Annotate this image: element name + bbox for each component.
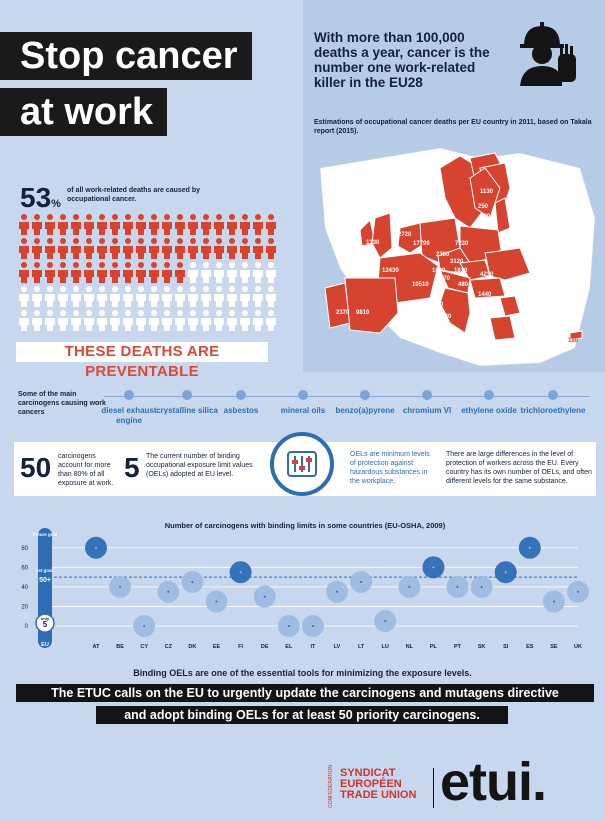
map-label: 490 [480,214,491,220]
dot-icon [422,390,432,400]
person-icon [162,214,172,235]
dot-icon [298,390,308,400]
map-label: 2270 [430,302,444,308]
x-tick-label: AT [92,644,100,650]
carcinogen-name: mineral oils [280,406,326,415]
x-tick-label: PT [453,644,462,650]
person-icon [149,310,159,331]
data-point-center [216,601,218,603]
person-icon [266,238,276,259]
chart-title: Number of carcinogens with binding limits in some countries (EU-OSHA, 2009) [164,521,446,530]
person-icon [266,214,276,235]
x-tick-label: NL [405,644,413,650]
dot-icon [182,390,192,400]
data-point-center [143,625,145,627]
x-tick-label: LU [381,644,389,650]
data-point-center [481,586,483,588]
x-tick-label: LV [333,644,341,650]
oel-chart [10,518,600,658]
carcinogen-item [454,390,524,416]
person-icon [19,214,29,235]
person-icon [214,214,224,235]
person-icon [201,262,211,283]
person-icon [175,286,185,307]
person-icon [149,262,159,283]
person-icon [227,286,237,307]
person-icon [123,310,133,331]
only-value: 5 [42,620,48,630]
carcinogens-label: Some of the main carcinogens causing work cancers [18,391,106,416]
person-icon [188,238,198,259]
person-icon [97,286,107,307]
map-label: 10510 [412,282,429,288]
person-icon [266,286,276,307]
person-icon [45,238,55,259]
person-icon [175,214,185,235]
person-icon [45,262,55,283]
x-tick-label: ES [526,644,534,650]
person-icon [58,238,68,259]
person-icon [58,310,68,331]
carcinogen-item [268,390,338,416]
map-label: 1440 [478,292,492,298]
person-icon [214,286,224,307]
map-label: 3120 [450,259,464,265]
person-icon [253,286,263,307]
dot-icon [548,390,558,400]
person-icon [136,262,146,283]
person-icon [162,262,172,283]
x-tick-label: PL [429,644,437,650]
x-tick-label: FI [238,644,244,650]
person-icon [71,286,81,307]
person-icon [149,286,159,307]
map-label: 17790 [413,241,430,247]
person-icon [253,238,263,259]
x-tick-label: SE [550,644,558,650]
map-label: 2100 [432,206,446,212]
person-icon [58,214,68,235]
map-label: 4230 [480,272,494,278]
data-point-center [408,586,410,588]
data-point-center [457,586,459,588]
person-icon [84,310,94,331]
data-point-center [119,586,121,588]
only-label: only [40,616,50,622]
future-goal-label: Future goal [32,532,58,537]
map-label: 2720 [398,232,412,238]
map-label: 2360 [436,252,450,258]
person-icon [32,262,42,283]
data-point-center [384,620,386,622]
dot-icon [236,390,246,400]
person-icon [253,262,263,283]
person-icon [97,262,107,283]
person-icon [188,310,198,331]
person-icon [149,238,159,259]
person-icon [214,262,224,283]
data-point-center [577,591,579,593]
x-tick-label: UK [574,644,582,650]
map-label: 670 [440,276,451,282]
carcinogen-name: trichloroethylene [520,406,586,415]
map-label: 1810 [454,268,468,274]
stat-unit: % [51,198,61,210]
person-icon [188,262,198,283]
stat-text: of all work-related deaths are caused by occupational cancer. [67,187,201,203]
person-icon [149,214,159,235]
x-tick-label: IT [310,644,316,650]
person-icon [227,262,237,283]
x-tick-label: LT [357,644,365,650]
person-icon [136,310,146,331]
data-point-center [240,571,242,573]
x-tick-label: BE [116,644,124,650]
y-tick-label: 60 [21,565,28,572]
person-icon [162,238,172,259]
person-icon [175,310,185,331]
person-icon [266,310,276,331]
person-icon [32,238,42,259]
oel-text: OELs are minimum levels of protection against hazardous substances in the workplace. [350,451,430,485]
stat-percent [20,182,61,214]
person-icon [188,286,198,307]
person-icon [162,310,172,331]
map-caption: Estimations of occupational cancer deaths per EU country in 2011, based on Takala report (2015). [314,119,592,135]
person-icon [84,262,94,283]
oel-icon [270,432,334,496]
x-tick-label: SI [503,644,509,650]
person-icon [84,214,94,235]
person-icon [45,286,55,307]
x-tick-label: DK [188,644,197,650]
dot-icon [484,390,494,400]
data-point-center [167,591,169,593]
etui-logo: etui. [440,752,547,812]
person-icon [110,214,120,235]
person-icon [97,310,107,331]
person-icon [19,286,29,307]
person-icon [240,286,250,307]
y-tick-label: 40 [21,584,28,591]
x-tick-label: CZ [164,644,172,650]
person-icon [227,238,237,259]
map-label: 7230 [455,241,469,247]
map-label: 480 [458,282,469,288]
carcinogen-item [330,390,400,416]
person-icon [123,214,133,235]
logo-divider [433,768,434,808]
person-icon [240,310,250,331]
map-label: 12430 [382,268,399,274]
worker-stop-icon [510,18,580,88]
person-icon [110,310,120,331]
person-icon [58,262,68,283]
data-point-center [264,596,266,598]
x-tick-label: EE [212,644,221,650]
person-icon [45,310,55,331]
person-icon [19,310,29,331]
carcinogen-name: ethylene oxide [461,406,517,415]
person-icon [19,262,29,283]
title-line-2: at work [0,88,167,136]
carcinogen-name: asbestos [223,406,259,415]
person-icon [19,238,29,259]
map-label: 690 [472,224,483,230]
x-tick-label: CY [140,644,149,650]
carcinogen-name: diesel exhaust engine [101,406,157,425]
data-point-center [505,571,507,573]
person-icon [123,286,133,307]
x-tick-label: DE [260,644,269,650]
headline: With more than 100,000 deaths a year, cancer is the number one work-related killer in the EU28 [314,30,490,90]
map-label: 1330 [366,240,380,246]
five-text: The current number of binding occupational exposure limit values (OELs) adopted at EU level. [146,453,253,478]
person-icon [97,238,107,259]
data-point-center [336,591,338,593]
y-tick-label: 20 [21,604,28,611]
person-icon [214,238,224,259]
person-icon [123,262,133,283]
first-goal-value: 50+ [39,577,51,584]
person-icon [136,238,146,259]
carcinogen-item [518,390,588,416]
person-icon [201,238,211,259]
diff-text: There are large differences in the level of protection of workers across the EU. Every country has its own number of OELs, and often different levels for the same substance. [446,451,592,485]
carcinogen-name: chromium VI [402,406,452,415]
data-point-center [312,625,314,627]
person-icon [214,310,224,331]
person-icon [45,214,55,235]
person-icon [71,310,81,331]
bottom-line-3: and adopt binding OELs for at least 50 priority carcinogens. [96,706,508,724]
person-icon [240,214,250,235]
person-icon [227,310,237,331]
map-label: 2130 [438,314,452,320]
person-icon [123,238,133,259]
map-label: 2370 [336,310,350,316]
bottom-line-1: Binding OELs are one of the essential tools for minimizing the exposure levels. [133,668,472,678]
person-icon [32,214,42,235]
eu-label: EU [41,642,49,648]
data-point-center [360,581,362,583]
sliders-icon [274,436,330,492]
carcinogen-name: benzo(a)pyrene [335,406,395,415]
person-icon [201,286,211,307]
person-icon [188,214,198,235]
europe-map [320,148,600,368]
first-goal-label: 1st goal: [35,568,55,574]
map-label: 1240 [400,216,414,222]
person-icon [240,238,250,259]
dot-icon [124,390,134,400]
map-label: 530 [344,236,355,242]
x-tick-label: EL [285,644,293,650]
carcinogen-item [206,390,276,416]
five-number: 5 [124,452,140,483]
dot-icon [360,390,370,400]
person-icon [110,262,120,283]
carcinogen-item [392,390,462,416]
person-icon [136,214,146,235]
person-icon [201,310,211,331]
person-icon [32,310,42,331]
person-icon [84,286,94,307]
person-icon [97,214,107,235]
data-point-center [529,547,531,549]
person-icon [110,286,120,307]
data-point-center [95,547,97,549]
map-label: 180 [568,338,579,344]
person-icon [136,286,146,307]
person-icon [253,214,263,235]
map-label: 1130 [480,189,494,195]
x-tick-label: SK [477,644,486,650]
fifty-number: 50 [20,452,52,483]
carcinogen-name: crystalline silica [156,406,218,415]
fifty-text: carcinogens account for more than 80% of all exposure at work. [58,453,114,487]
person-icon [71,262,81,283]
map-label: 1820 [432,268,446,274]
map-label: 9810 [356,310,370,316]
person-icon [227,214,237,235]
bottom-line-2: The ETUC calls on the EU to urgently update the carcinogens and mutagens directive [16,684,594,702]
data-point-center [432,566,434,568]
syndicat-logo: SYNDICAT EUROPÉEN TRADE UNION [340,767,417,801]
person-icon [71,238,81,259]
data-point-center [553,601,555,603]
person-icon [175,262,185,283]
people-pictogram [18,214,280,334]
person-icon [110,238,120,259]
person-icon [240,262,250,283]
confed-label: CONFÉDÉRATION [328,765,334,808]
data-point-center [191,581,193,583]
person-icon [253,310,263,331]
person-icon [201,214,211,235]
stat-number: 53 [20,182,52,213]
data-point-center [288,625,290,627]
map-label: 250 [478,204,489,210]
y-tick-label: 0 [24,624,28,630]
person-icon [32,286,42,307]
person-icon [266,262,276,283]
y-tick-label: 80 [21,545,28,552]
person-icon [84,238,94,259]
person-icon [71,214,81,235]
person-icon [58,286,68,307]
preventable-banner: THESE DEATHS ARE PREVENTABLE [16,342,268,362]
title-line-1: Stop cancer [0,32,252,80]
person-icon [162,286,172,307]
person-icon [175,238,185,259]
